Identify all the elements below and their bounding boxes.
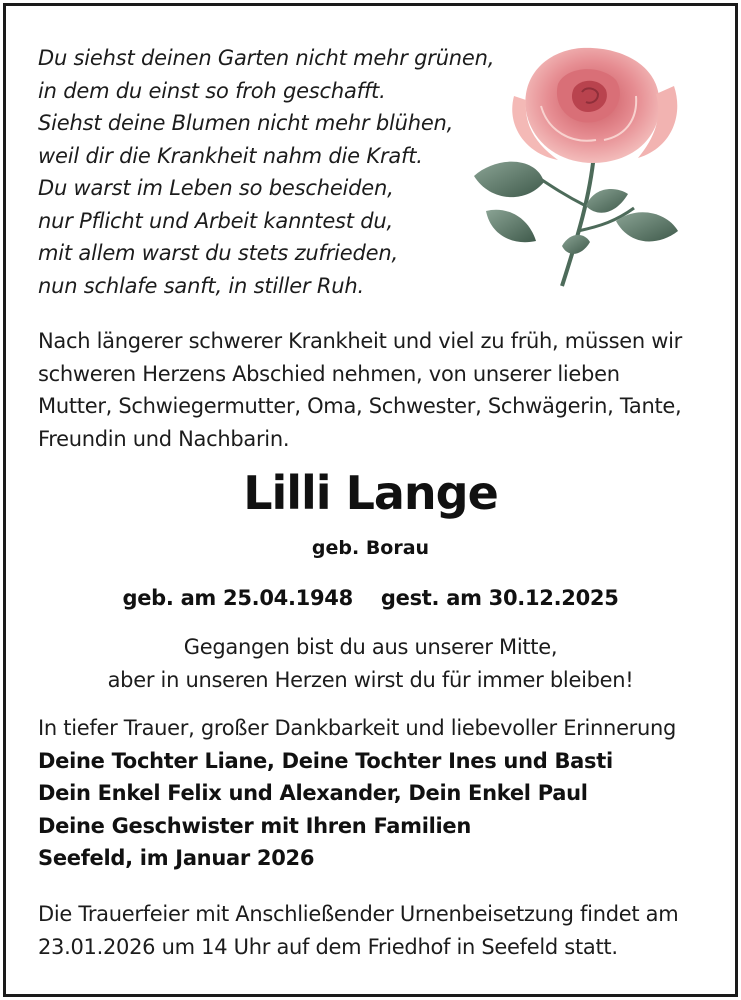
poem-line: Du siehst deinen Garten nicht mehr grünen, bbox=[38, 46, 495, 70]
poem-line: weil dir die Krankheit nahm die Kraft. bbox=[38, 143, 423, 168]
rose-icon bbox=[466, 36, 702, 291]
poem-line: in dem du einst so froh geschafft. bbox=[38, 78, 386, 103]
poem-line: nur Pflicht und Arbeit kanntest du, bbox=[38, 208, 394, 233]
quote-line: aber in unseren Herzen wirst du für immer bleiben! bbox=[107, 667, 634, 692]
memorial-quote bbox=[0, 631, 741, 696]
deceased-name: Lilli Lange bbox=[243, 466, 498, 520]
quote-line: Gegangen bist du aus unserer Mitte, bbox=[183, 635, 558, 659]
poem-line: nun schlafe sanft, in stiller Ruh. bbox=[38, 273, 365, 298]
service-info: Die Trauerfeier mit Anschließender Urnenbeisetzung findet am 23.01.2026 um 14 Uhr auf dem Friedhof in Seefeld statt. bbox=[38, 902, 679, 959]
birth-date: geb. am 25.04.1948 bbox=[122, 586, 353, 610]
intro-text: Nach längerer schwerer Krankheit und viel zu früh, müssen wir schweren Herzens Abschied nehmen, von unserer lieben Mutter, Schwiegermutter, Oma, Schwester, Schwägerin, Tante, Freundin und Nachbarin. bbox=[38, 329, 683, 451]
poem-line: Du warst im Leben so bescheiden, bbox=[38, 176, 394, 200]
mourners-intro: In tiefer Trauer, großer Dankbarkeit und liebevoller Erinnerung bbox=[38, 716, 677, 740]
birth-name: geb. Borau bbox=[311, 537, 430, 559]
life-dates bbox=[0, 586, 741, 610]
mourner-line: Deine Geschwister mit Ihren Familien bbox=[38, 813, 472, 838]
poem-line: mit allem warst du stets zufrieden, bbox=[38, 241, 398, 265]
poem-line: Siehst deine Blumen nicht mehr blühen, bbox=[38, 111, 454, 135]
mourner-line: Deine Tochter Liane, Deine Tochter Ines und Basti bbox=[38, 748, 613, 773]
place-date: Seefeld, im Januar 2026 bbox=[38, 846, 315, 870]
mourner-line: Dein Enkel Felix und Alexander, Dein Enkel Paul bbox=[38, 781, 588, 805]
poem bbox=[38, 42, 494, 302]
death-date: gest. am 30.12.2025 bbox=[380, 586, 619, 610]
mourners-block bbox=[38, 712, 718, 875]
